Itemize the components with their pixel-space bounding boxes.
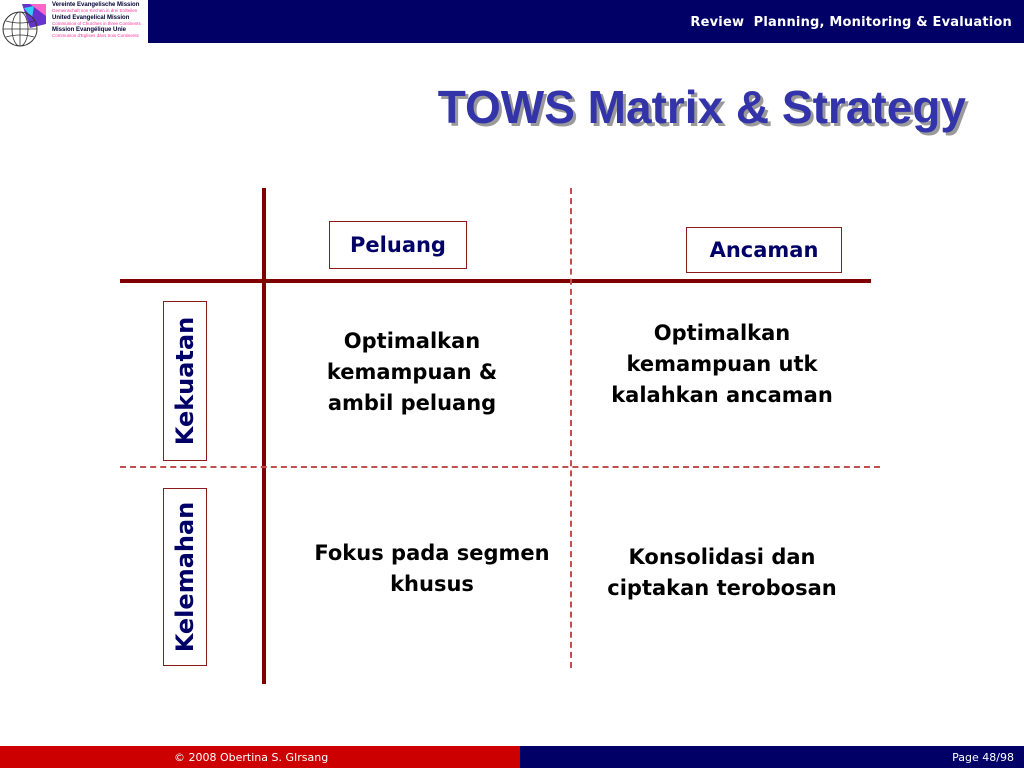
column-header-threats (686, 227, 842, 273)
matrix-horizontal-axis (120, 279, 871, 283)
logo-line: Vereinte Evangelische Mission (52, 2, 140, 8)
logo-line: United Evangelical Mission (52, 14, 130, 21)
footer-right-bar (520, 746, 1024, 768)
matrix-vertical-axis (262, 188, 266, 684)
organization-logo (0, 0, 148, 47)
matrix-column-divider (570, 188, 572, 668)
slide-title: TOWS Matrix & Strategy (437, 81, 966, 133)
globe-icon (0, 2, 50, 48)
row-header-label: Kelemahan (171, 501, 199, 653)
row-header-label: Kekuatan (171, 316, 199, 446)
cell-strengths-opportunities: Optimalkan kemampuan & ambil peluang (326, 329, 498, 415)
cell-weaknesses-opportunities: Fokus pada segmen khusus (314, 541, 550, 596)
cell-weaknesses-threats: Konsolidasi dan ciptakan terobosan (607, 545, 837, 600)
logo-line: Communion of Churches in three Continents (52, 20, 141, 26)
column-header-opportunities (329, 221, 467, 269)
cell-strengths-threats: Optimalkan kemampuan utk kalahkan ancaman (611, 321, 833, 407)
logo-line: Mission Evangélique Unie (52, 27, 127, 33)
matrix-row-divider (120, 466, 880, 468)
header-title: Review Planning, Monitoring & Evaluation (690, 15, 1012, 30)
row-header-weaknesses (163, 488, 207, 666)
row-header-strengths (163, 301, 207, 461)
logo-line: Communion d'Eglises dans trois Continents (52, 33, 139, 38)
footer-copyright: © 2008 Obertina S. GIrsang (174, 751, 329, 764)
logo-line: Gemeinschaft von Kirchen in drei Erdteilen (52, 8, 138, 13)
logo-text (52, 2, 141, 40)
header-bar (0, 0, 1024, 43)
column-header-label: Ancaman (709, 238, 819, 262)
column-header-label: Peluang (350, 233, 446, 257)
page-number: Page 48/98 (952, 751, 1014, 764)
